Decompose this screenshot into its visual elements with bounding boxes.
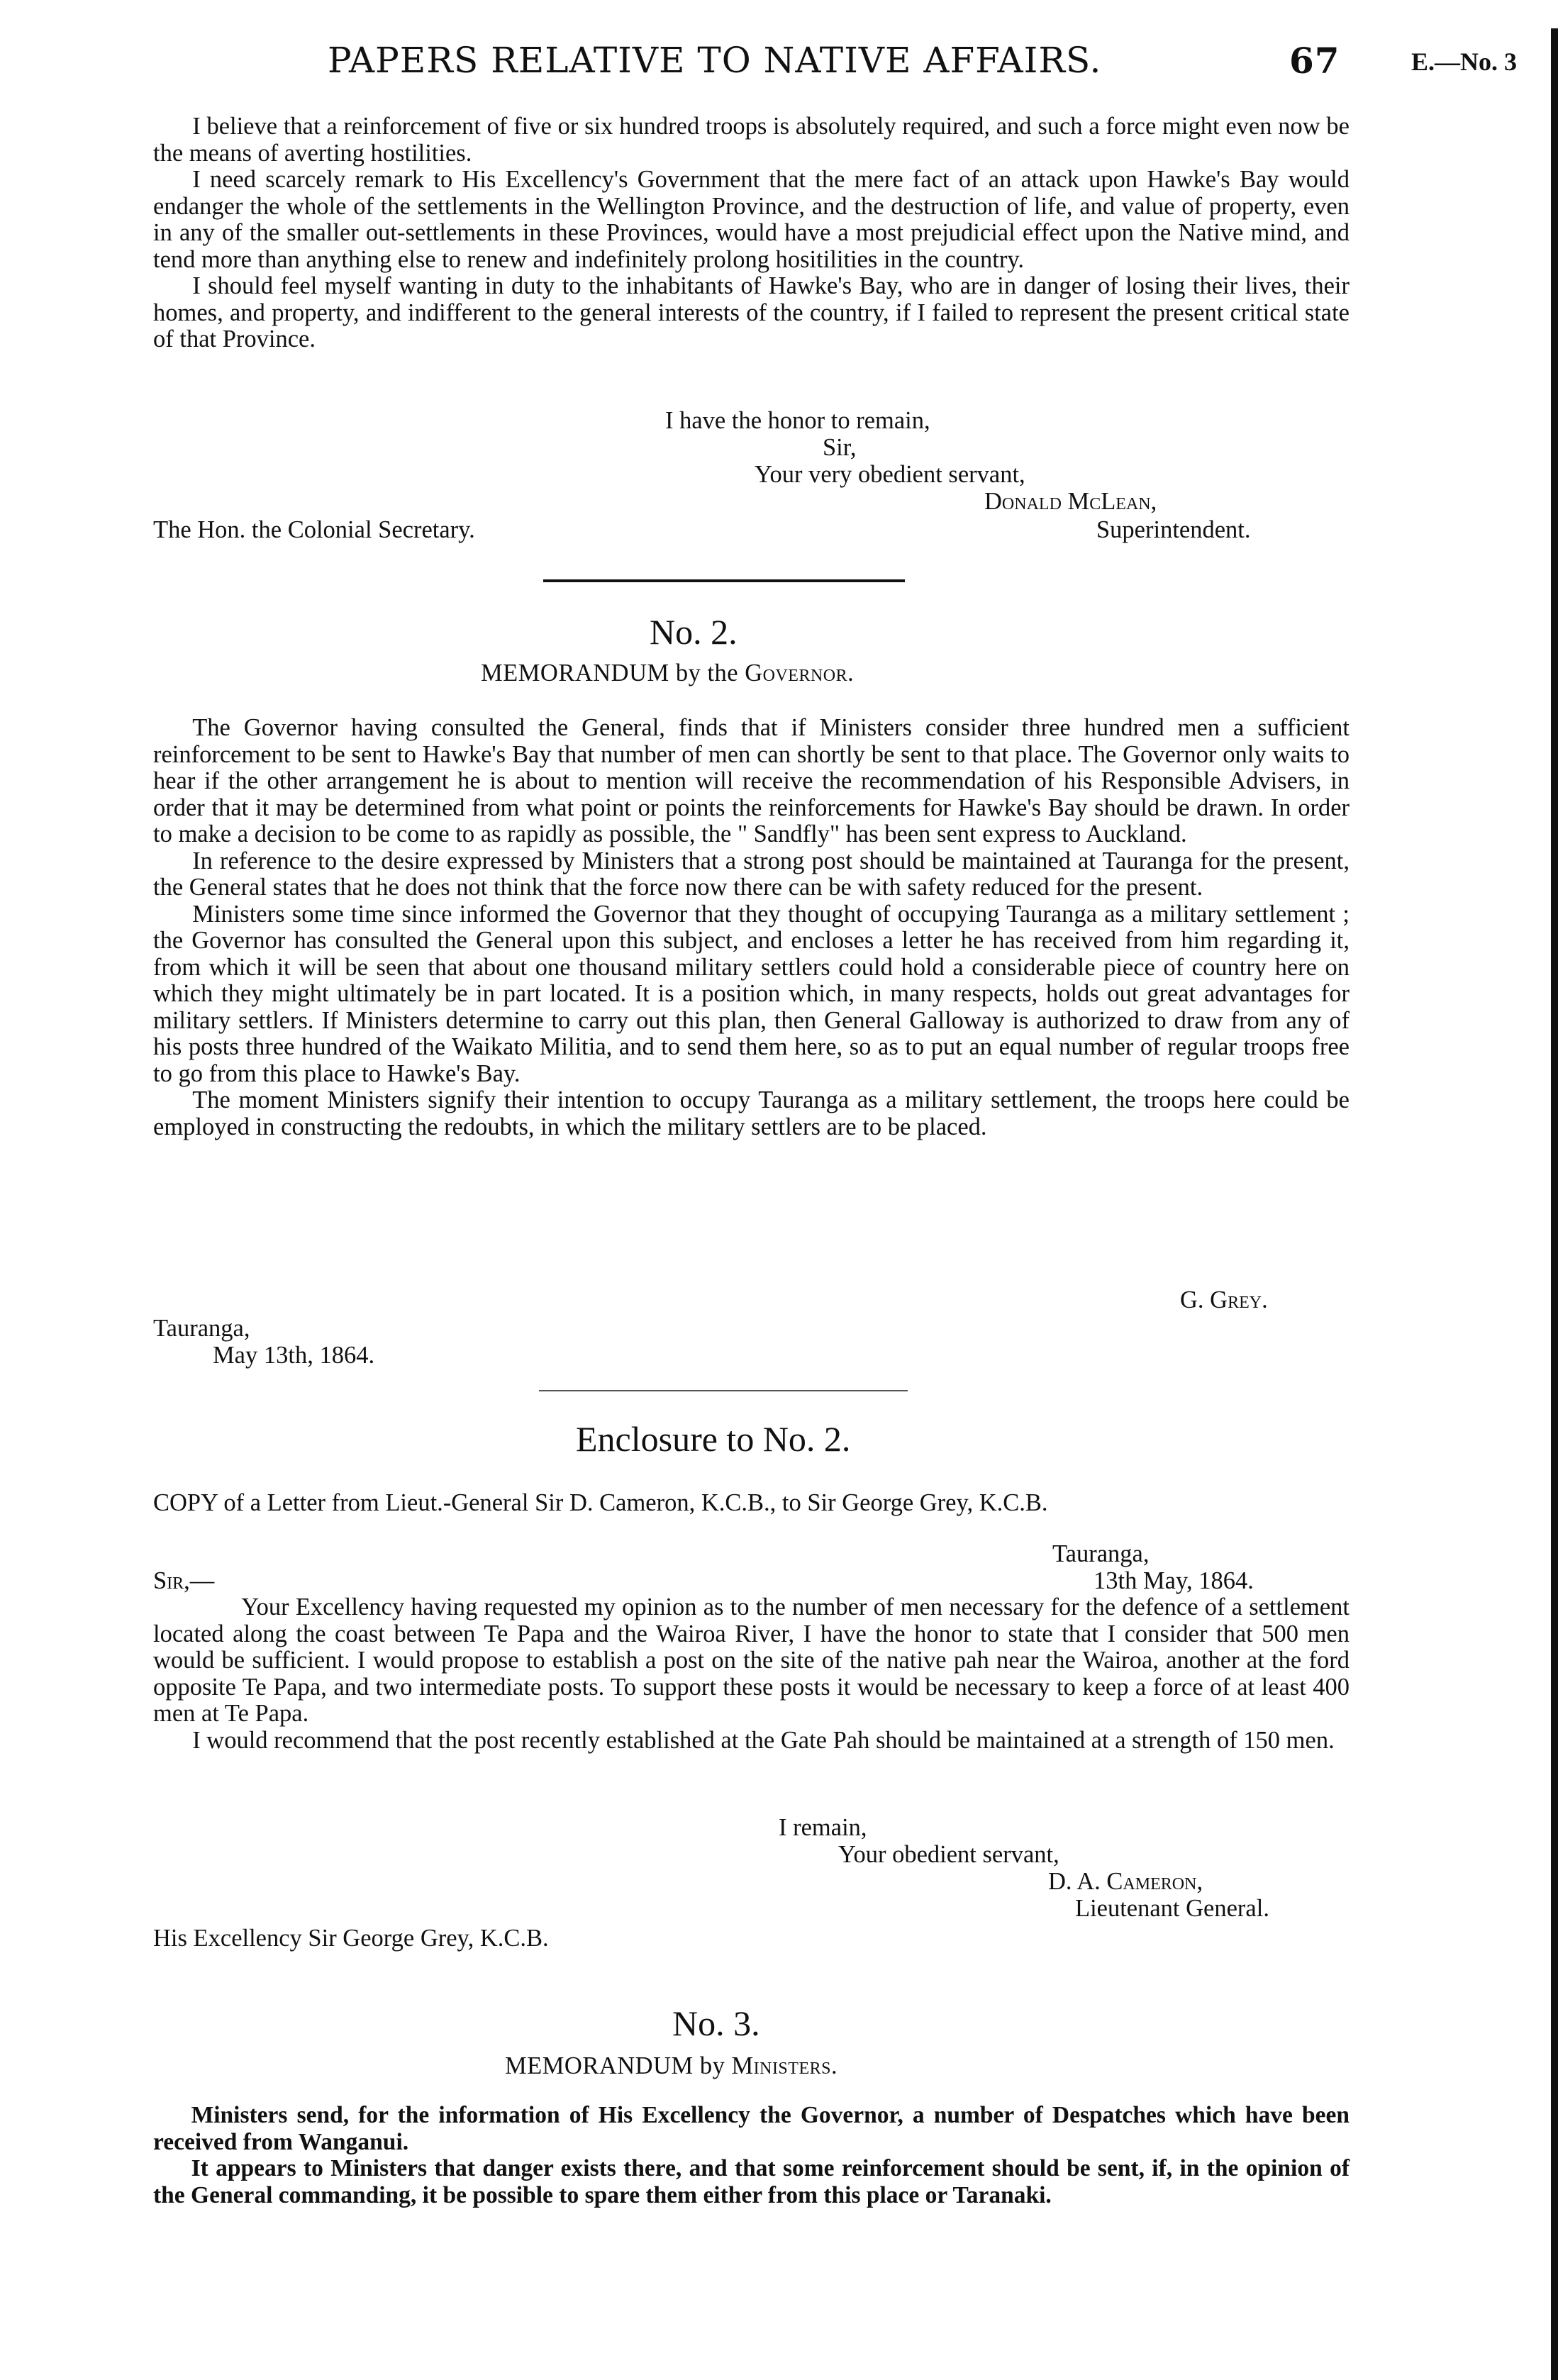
letter1-paragraph-2: I need scarcely remark to His Excellency's Government that the mere fact of an attack upon Hawke's Bay would endanger the whole of the settlements in the Wellington Province, and the destruction of life, and value of property, even in any of the smaller out-settlements in these Provinces, would have a most prejudicial effect upon the Native mind, and tend more than anything else to renew and indefinitely prolong hositilities in the country. bbox=[153, 166, 1350, 273]
no2-signature: G. Grey. bbox=[1180, 1286, 1268, 1313]
no3-heading: No. 3. bbox=[672, 2003, 760, 2043]
letter1-title: Superintendent. bbox=[1096, 516, 1251, 543]
enclosure-rule bbox=[539, 1390, 908, 1391]
letter1-body bbox=[153, 113, 1350, 353]
enclosure-salutation: Sir,— bbox=[153, 1567, 215, 1594]
enclosure-closing-2: Your obedient servant, bbox=[838, 1841, 1059, 1868]
enclosure-heading: Enclosure to No. 2. bbox=[576, 1419, 851, 1459]
running-title: PAPERS RELATIVE TO NATIVE AFFAIRS. bbox=[328, 40, 1102, 81]
no2-paragraph-1: The Governor having consulted the General, finds that if Ministers consider three hundred men a sufficient reinforcement to be sent to Hawke's Bay that number of men can shortly be sent to that place. The Governor only waits to hear if the other arrangement he is about to mention will receive the recommendation of his Responsible Advisers, in order that it may be determined from what point or points the reinforcements for Hawke's Bay should be drawn. In order to make a decision to be come to as rapidly as possible, the " Sandfly" has been sent express to Auckland. bbox=[153, 714, 1350, 847]
document-code: E.—No. 3 bbox=[1411, 48, 1518, 76]
enclosure-addressee: His Excellency Sir George Grey, K.C.B. bbox=[153, 1925, 549, 1952]
enclosure-title: Lieutenant General. bbox=[1075, 1895, 1269, 1922]
no3-memo-line bbox=[505, 2052, 838, 2080]
no3-memo-label: MEMORANDUM bbox=[505, 2052, 694, 2079]
letter1-addressee: The Hon. the Colonial Secretary. bbox=[153, 516, 475, 543]
no2-memo-author: Governor. bbox=[745, 660, 855, 686]
page-number: 67 bbox=[1289, 40, 1340, 82]
no3-paragraph-1: Ministers send, for the information of His Excellency the Governor, a number of Despatches which have been received from Wanganui. bbox=[153, 2102, 1350, 2155]
letter1-closing-1: I have the honor to remain, bbox=[665, 407, 930, 434]
no3-memo-by: by bbox=[699, 2052, 725, 2079]
no2-paragraph-3: Ministers some time since informed the Governor that they thought of occupying Tauranga as a military settlement ; the Governor has consulted the General upon this subject, and encloses a letter he has received from him regarding it, from which it will be seen that about one thousand military settlers could hold a considerable piece of country here on which they might ultimately be in part located. It is a position which, in many respects, holds out great advantages for military settlers. If Ministers determine to carry out this plan, then General Galloway is authorized to draw from any of his posts three hundred of the Waikato Militia, and to send them here, so as to put an equal number of regular troops free to go from this place to Hawke's Bay. bbox=[153, 900, 1350, 1087]
no3-body bbox=[153, 2102, 1350, 2208]
letter1-signature: Donald McLean, bbox=[984, 488, 1157, 515]
letter1-paragraph-1: I believe that a reinforcement of five or six hundred troops is absolutely required, and such a force might even now be the means of averting hostilities. bbox=[153, 113, 1350, 167]
enclosure-signature: D. A. Cameron, bbox=[1048, 1868, 1203, 1895]
no2-body bbox=[153, 715, 1350, 1140]
enclosure-copy-line: COPY of a Letter from Lieut.-General Sir D. Cameron, K.C.B., to Sir George Grey, K.C.B. bbox=[153, 1489, 1048, 1516]
no2-memo-label: MEMORANDUM bbox=[481, 660, 669, 686]
enclosure-place: Tauranga, bbox=[1052, 1540, 1150, 1567]
enclosure-body bbox=[153, 1594, 1350, 1754]
no2-date: May 13th, 1864. bbox=[213, 1342, 375, 1369]
letter1-paragraph-3: I should feel myself wanting in duty to the inhabitants of Hawke's Bay, who are in danger of losing their lives, their homes, and property, and indifferent to the general interests of the country, if I failed to represent the present critical state of that Province. bbox=[153, 272, 1350, 352]
enclosure-closing-1: I remain, bbox=[779, 1814, 867, 1841]
letter1-closing-2: Sir, bbox=[823, 434, 857, 461]
section-rule bbox=[543, 579, 905, 582]
enclosure-paragraph-1: Your Excellency having requested my opinion as to the number of men necessary for the defence of a settlement located along the coast between Te Papa and the Wairoa River, I have the honor to state that I consider that 500 men would be sufficient. I would propose to establish a post on the site of the native pah near the Wairoa, another at the ford opposite Te Papa, and two intermediate posts. To support these posts it would be necessary to keep a force of at least 400 men at Te Papa. bbox=[153, 1594, 1350, 1727]
letter1-closing-3: Your very obedient servant, bbox=[755, 461, 1025, 488]
enclosure-paragraph-2: I would recommend that the post recently established at the Gate Pah should be maintained at a strength of 150 men. bbox=[192, 1726, 1335, 1754]
no2-heading: No. 2. bbox=[650, 612, 738, 652]
no2-place: Tauranga, bbox=[153, 1315, 250, 1342]
no2-memo-by: by the bbox=[675, 660, 739, 686]
no3-paragraph-2: It appears to Ministers that danger exists there, and that some reinforcement should be sent, if, in the opinion of the General commanding, it be possible to spare them either from this place or Taranaki. bbox=[153, 2155, 1350, 2208]
page-edge-bar bbox=[1551, 28, 1558, 2380]
no2-paragraph-2: In reference to the desire expressed by Ministers that a strong post should be maintained at Tauranga for the present, the General states that he does not think that the force now there can be with safety reduced for the present. bbox=[153, 847, 1350, 901]
enclosure-date: 13th May, 1864. bbox=[1094, 1567, 1254, 1594]
no3-memo-author: Ministers. bbox=[731, 2052, 838, 2079]
no2-memo-line bbox=[481, 660, 854, 687]
no2-paragraph-4: The moment Ministers signify their intention to occupy Tauranga as a military settlement, the troops here could be employed in constructing the redoubts, in which the military settlers are to be placed. bbox=[153, 1086, 1350, 1140]
